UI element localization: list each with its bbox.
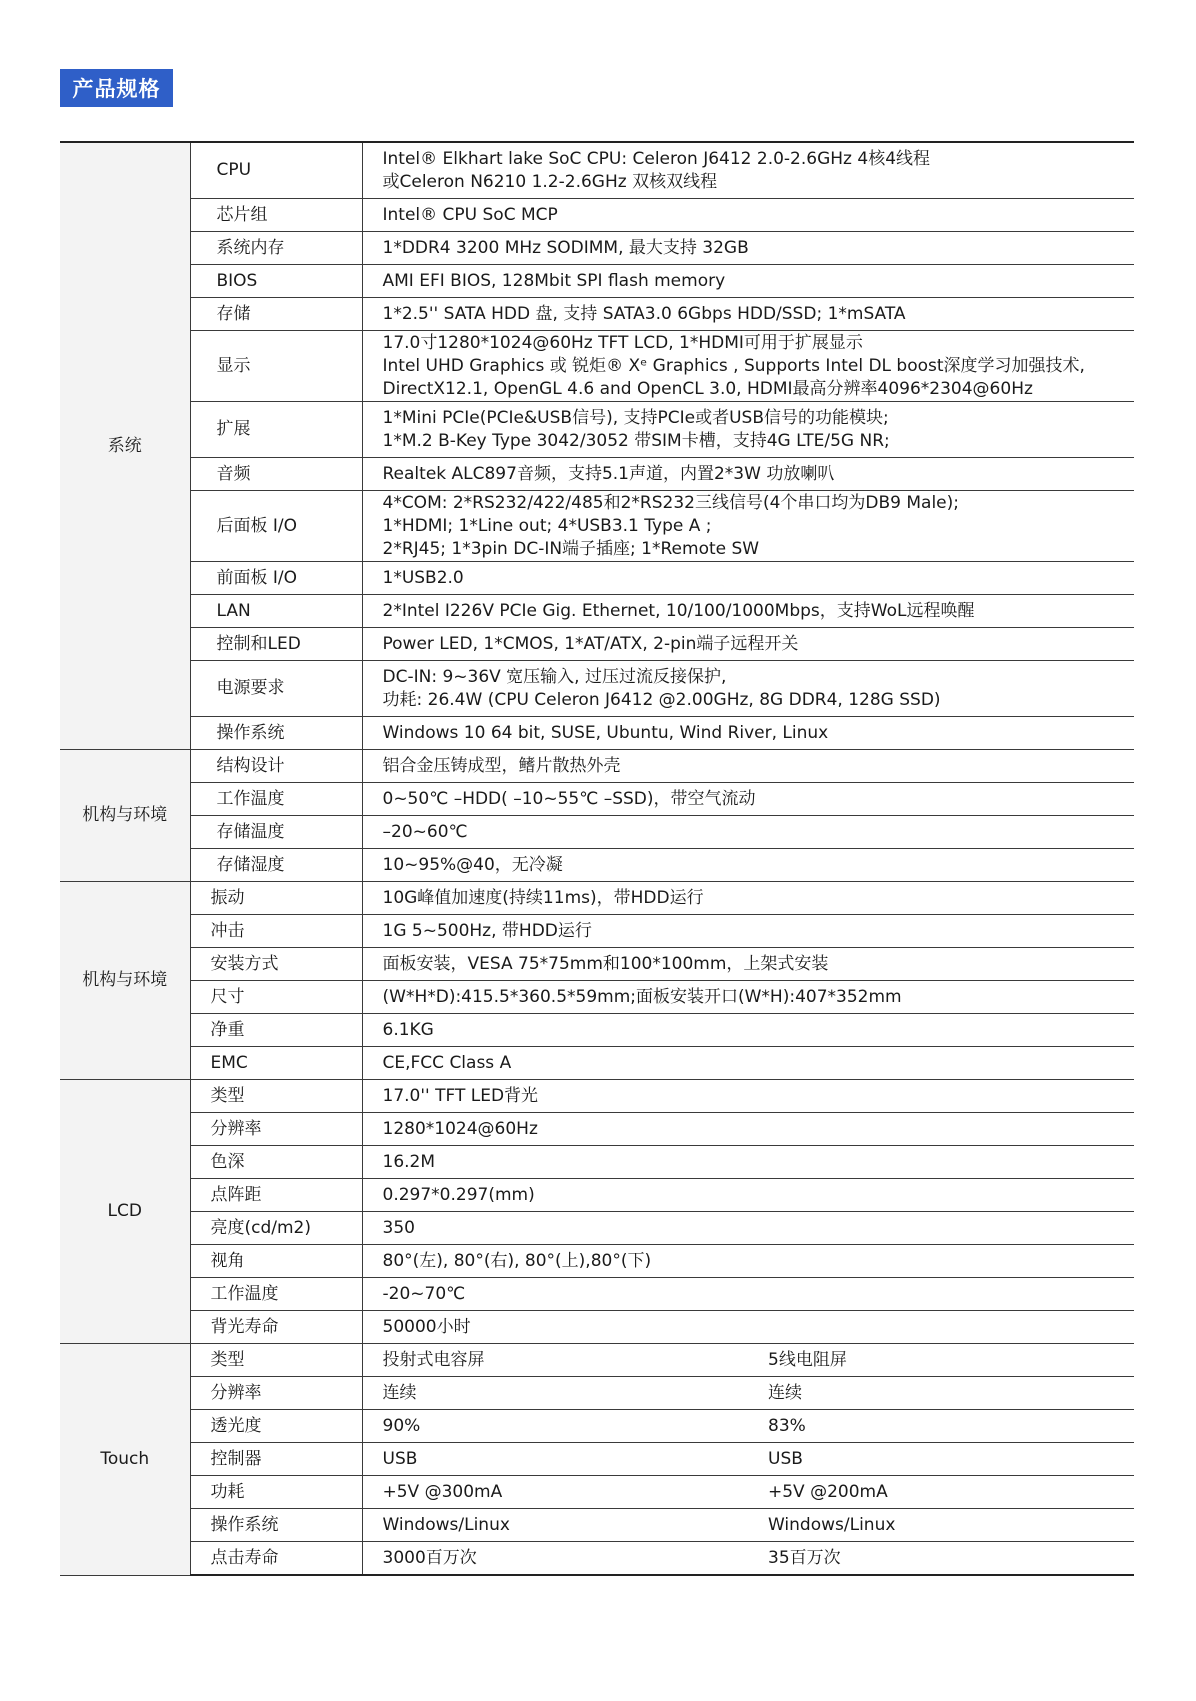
row-label: 工作温度 [190,1278,362,1311]
row-value [362,661,1134,717]
table-row [60,265,1134,298]
row-value-capacitive: 连续 [362,1377,748,1410]
row-value: (W*H*D):415.5*360.5*59mm;面板安装开口(W*H):407*352mm [362,981,1134,1014]
spec-table [60,141,1134,1576]
row-label: 操作系统 [190,717,362,750]
table-row [60,1047,1134,1080]
table-row [60,298,1134,331]
row-value: 80°(左), 80°(右), 80°(上),80°(下) [362,1245,1134,1278]
row-value-capacitive: 投射式电容屏 [362,1344,748,1377]
row-value [362,491,1134,562]
row-value: 16.2M [362,1146,1134,1179]
table-row [60,1278,1134,1311]
row-label: 存储湿度 [190,849,362,882]
row-value [362,402,1134,458]
row-label: 后面板 I/O [190,491,362,562]
value-line: 17.0寸1280*1024@60Hz TFT LCD, 1*HDMI可用于扩展显示 [382,332,863,353]
value-line: Intel® Elkhart lake SoC CPU: Celeron J6412 2.0-2.6GHz 4核4线程 [382,148,931,169]
row-label: 透光度 [190,1410,362,1443]
group-label-mech-env-1: 机构与环境 [60,750,190,882]
row-label: 安装方式 [190,948,362,981]
row-label: 分辨率 [190,1113,362,1146]
table-row [60,1377,1134,1410]
row-label: 音频 [190,458,362,491]
table-row [60,1245,1134,1278]
row-value [362,562,1134,595]
row-value: 350 [362,1212,1134,1245]
row-label: 视角 [190,1245,362,1278]
table-row [60,750,1134,783]
value-line: 2*RJ45; 1*3pin DC-IN端子插座; 1*Remote SW [382,538,760,559]
row-label: 存储 [190,298,362,331]
row-label: 冲击 [190,915,362,948]
table-row [60,1443,1134,1476]
value-line: 2*Intel I226V PCIe Gig. Ethernet, 10/100/1000Mbps，支持WoL远程唤醒 [382,600,975,621]
table-row [60,232,1134,265]
row-label: 色深 [190,1146,362,1179]
row-value [362,298,1134,331]
table-row [60,1212,1134,1245]
value-line: Windows 10 64 bit, SUSE, Ubuntu, Wind River, Linux [382,722,829,743]
row-value: 17.0'' TFT LED背光 [362,1080,1134,1113]
row-label: 亮度(cd/m2) [190,1212,362,1245]
value-line: 1*2.5'' SATA HDD 盘, 支持 SATA3.0 6Gbps HDD/SSD; 1*mSATA [382,303,906,324]
group-label-touch: Touch [60,1344,190,1576]
row-label: 显示 [190,331,362,402]
table-row [60,783,1134,816]
row-label: 存储温度 [190,816,362,849]
row-value [362,628,1134,661]
value-line: Intel UHD Graphics 或 锐炬® Xᵉ Graphics , Supports Intel DL boost深度学习加强技术, [382,355,1085,376]
value-line: AMI EFI BIOS, 128Mbit SPI flash memory [382,270,726,291]
table-row [60,816,1134,849]
row-value-capacitive: 90% [362,1410,748,1443]
value-line: Intel® CPU SoC MCP [382,204,558,225]
table-row [60,331,1134,402]
row-value-resistive: 连续 [748,1377,1134,1410]
table-row [60,1509,1134,1542]
row-value [362,331,1134,402]
row-value [362,142,1134,199]
row-label: 点击寿命 [190,1542,362,1576]
row-label: EMC [190,1047,362,1080]
table-row [60,717,1134,750]
row-label: 背光寿命 [190,1311,362,1344]
table-row [60,882,1134,915]
row-value-resistive: +5V @200mA [748,1476,1134,1509]
row-value [362,458,1134,491]
row-value: 6.1KG [362,1014,1134,1047]
row-label: 系统内存 [190,232,362,265]
row-label: LAN [190,595,362,628]
table-row [60,915,1134,948]
table-row [60,1311,1134,1344]
row-label: 前面板 I/O [190,562,362,595]
table-row [60,661,1134,717]
row-label: 控制器 [190,1443,362,1476]
row-value-resistive: 35百万次 [748,1542,1134,1576]
row-label: 分辨率 [190,1377,362,1410]
table-row [60,628,1134,661]
row-value: 50000小时 [362,1311,1134,1344]
row-label: 尺寸 [190,981,362,1014]
section-title-badge: 产品规格 [60,69,173,107]
table-row [60,1344,1134,1377]
row-value: CE,FCC Class A [362,1047,1134,1080]
row-label: 功耗 [190,1476,362,1509]
table-row [60,1476,1134,1509]
row-value-capacitive: Windows/Linux [362,1509,748,1542]
row-label: 类型 [190,1344,362,1377]
row-value-resistive: USB [748,1443,1134,1476]
table-row [60,562,1134,595]
row-value: 0~50℃ –HDD( –10~55℃ –SSD)，带空气流动 [362,783,1134,816]
value-line: Power LED, 1*CMOS, 1*AT/ATX, 2-pin端子远程开关 [382,633,799,654]
row-value-capacitive: +5V @300mA [362,1476,748,1509]
row-label: CPU [190,142,362,199]
value-line: 4*COM: 2*RS232/422/485和2*RS232三线信号(4个串口均为DB9 Male); [382,492,959,513]
row-value: 0.297*0.297(mm) [362,1179,1134,1212]
row-label: 扩展 [190,402,362,458]
value-line: 1*Mini PCIe(PCIe&USB信号), 支持PCIe或者USB信号的功能模块; [382,407,889,428]
spec-table-body [60,142,1134,1575]
row-value: 10~95%@40，无冷凝 [362,849,1134,882]
row-label: 操作系统 [190,1509,362,1542]
table-row [60,948,1134,981]
table-row [60,402,1134,458]
row-label: 净重 [190,1014,362,1047]
table-row [60,458,1134,491]
row-value-resistive: Windows/Linux [748,1509,1134,1542]
table-row [60,849,1134,882]
row-value-resistive: 5线电阻屏 [748,1344,1134,1377]
value-line: 1*HDMI; 1*Line out; 4*USB3.1 Type A ; [382,515,712,536]
table-row [60,142,1134,199]
table-row [60,1179,1134,1212]
row-value [362,595,1134,628]
row-value: -20~70℃ [362,1278,1134,1311]
group-label-mech-env-2: 机构与环境 [60,882,190,1080]
table-row [60,1080,1134,1113]
row-value [362,199,1134,232]
value-line: Realtek ALC897音频，支持5.1声道，内置2*3W 功放喇叭 [382,463,835,484]
row-label: 振动 [190,882,362,915]
value-line: DC-IN: 9~36V 宽压输入, 过压过流反接保护, [382,666,727,687]
row-value: 1G 5~500Hz, 带HDD运行 [362,915,1134,948]
row-value [362,232,1134,265]
value-line: 1*USB2.0 [382,567,464,588]
row-label: 工作温度 [190,783,362,816]
row-value: 10G峰值加速度(持续11ms)，带HDD运行 [362,882,1134,915]
row-value: 铝合金压铸成型，鳍片散热外壳 [362,750,1134,783]
row-label: 芯片组 [190,199,362,232]
row-label: 类型 [190,1080,362,1113]
table-row [60,981,1134,1014]
value-line: 功耗: 26.4W (CPU Celeron J6412 @2.00GHz, 8G DDR4, 128G SSD) [382,689,941,710]
row-value-resistive: 83% [748,1410,1134,1443]
value-line: 1*DDR4 3200 MHz SODIMM, 最大支持 32GB [382,237,749,258]
row-label: 控制和LED [190,628,362,661]
row-value: 面板安装，VESA 75*75mm和100*100mm，上架式安装 [362,948,1134,981]
row-value-capacitive: USB [362,1443,748,1476]
table-row [60,1410,1134,1443]
row-value [362,265,1134,298]
table-row [60,1014,1134,1047]
row-value: 1280*1024@60Hz [362,1113,1134,1146]
row-value [362,717,1134,750]
table-row [60,1146,1134,1179]
value-line: DirectX12.1, OpenGL 4.6 and OpenCL 3.0, HDMI最高分辨率4096*2304@60Hz [382,378,1033,399]
group-label-system: 系统 [60,142,190,750]
table-row [60,199,1134,232]
row-value: –20~60℃ [362,816,1134,849]
row-label: 结构设计 [190,750,362,783]
table-row [60,1542,1134,1576]
group-label-lcd: LCD [60,1080,190,1344]
value-line: 1*M.2 B-Key Type 3042/3052 带SIM卡槽，支持4G LTE/5G NR; [382,430,890,451]
row-label: 点阵距 [190,1179,362,1212]
value-line: 或Celeron N6210 1.2-2.6GHz 双核双线程 [382,171,718,192]
table-row [60,1113,1134,1146]
row-label: 电源要求 [190,661,362,717]
table-row [60,595,1134,628]
table-row [60,491,1134,562]
row-value-capacitive: 3000百万次 [362,1542,748,1576]
row-label: BIOS [190,265,362,298]
